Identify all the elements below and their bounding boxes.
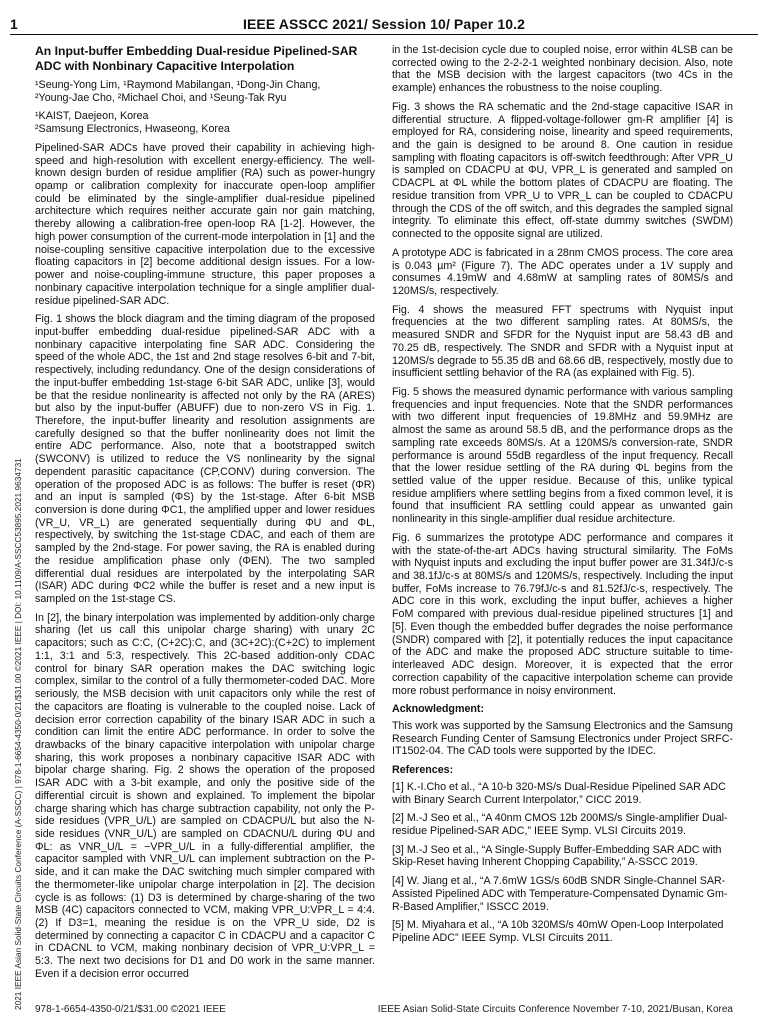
body-paragraph: Fig. 5 shows the measured dynamic performance with various sampling frequencies and input frequencies. Note that the SNDR performances with two different input frequencies of 19.8MHz and 59.9MHz are almost the same as around 58.5 dB, and the performance drops as the sampling rate exceeds 80MS/s. At a 120MS/s conversion-rate, SNDR performance is around 55dB regardless of the input frequency. Recall that the lower residue settling of the RA during ΦL begins from the settled value of the upper residue. Because of this, unlike typical residue amplifiers where settling begins from a fixed common level, it is found that insufficient RA settling could appear as unwanted gain nonlinearity in this single-amplifier dual residue architecture. [392,385,733,526]
left-column [35,44,375,987]
body-paragraph: Fig. 6 summarizes the prototype ADC performance and compares it with the state-of-the-art ADCs having structural similarity. The FoMs with Nyquist inputs and excluding the input buffer power are 31.34fJ/c-s and 38.1fJ/c-s at 80MS/s and 120MS/s, respectively. Including the input buffer, FoMs increase to 76.79fJ/c-s and 81.52fJ/c-s, respectively. The ADC core in this work, excluding the input buffer, achieves a higher FoM compared with previous dual-residue pipelined structures [1] and [5]. Even though the embedded buffer degrades the noise performance (SNDR) compared with [2], it potentially reduces the input capacitance of the ADC and make the proposed ADC structure suitable to time-interleaved ADC design. Moreover, it is expected that the error correction capability of the capacitive interpolation scheme can provide more robust performance in noisy environment. [392,531,733,697]
paper-title: An Input-buffer Embedding Dual-residue Pipelined-SAR ADC with Nonbinary Capacitive Interpolation [35,44,358,73]
body-paragraph: Fig. 4 shows the measured FFT spectrums with Nyquist input frequencies at the two different sampling rates. At 80MS/s, the measured SNDR and SFDR for the Nyquist input are 58.43 dB and 70.25 dB, respectively. The SNDR and SFDR with a Nyquist input at 120MS/s degrade to 55.35 dB and 68.66 dB, respectively, mostly due to insufficient settling behavior of the RA (as explained with Fig. 5). [392,303,733,380]
acknowledgment-heading: Acknowledgment: [392,703,485,716]
body-paragraph: A prototype ADC is fabricated in a 28nm CMOS process. The core area is 0.043 µm² (Figure 7). The ADC operates under a 1V supply and consumes 4.19mW and 4.68mW at sampling rates of 80MS/s and 120MS/s, respectively. [392,246,733,297]
body-paragraph: Fig. 1 shows the block diagram and the timing diagram of the proposed input-buffer embedding dual-residue pipelined-SAR ADC with a nonbinary capacitive interpolating fine SAR ADC. Considering the speed of the whole ADC, the 1st and 2nd stage resolves 6-bit and 7-bit, respectively, including redundancy. One of the design considerations of the input-buffer embedding 1st-stage 6-bit SAR ADC, unlike [3], would be that the residue nonlinearity is affected not only by the RA (ARES) but also by the input-buffer (ABUFF) due to non-zero VS in Fig. 1. Therefore, the input-buffer linearity and resolution assignments are carefully designed so that the buffer nonlinearity does not limit the entire ADC performance. Also, note that a bootstrapped switch (SWCONV) is utilized to reduce the VS nonlinearity by the signal dependent parasitic capacitance (CP,CONV) during conversion. The operation of the proposed ADC is as follows: The buffer is reset (ΦR) and an input is sampled (ΦS) by the 1st-stage. After 6-bit MSB conversion is done during ΦC1, the amplified upper and lower residues (VR_U, VR_L) are generated sequentially during ΦU and ΦL, respectively, by switching the 1st-stage CDAC, and each of them are sampled by the 2nd-stage. For power saving, the RA is enabled during the residue amplification phase only (ΦEN). The two sampled differential dual residues are interpolated by the interpolating SAR (ISAR) ADC during ΦC2 while the buffer is reset and a new input is sampled on the 1st-stage CS. [35,313,375,606]
body-paragraph: In [2], the binary interpolation was implemented by addition-only charge sharing (let us call this unipolar charge sharing) with unary 2C capacitors; such as C:C, (C+2C):C, and (3C+2C):(C+2C) to implement 1:1, 3:1 and 5:3, respectively. This 2C-based addition-only CDAC control for binary SAR operation makes the DAC switching logic complex, similar to the control of a fully thermometer-coded DAC. More seriously, the MSB decision with unit capacitors only while the rest of the capacitors are floating is vulnerable to the coupled noise. Lack of decision error correction capability of the binary ISAR ADC in such a condition can limit the entire ADC performance. In order to solve the drawbacks of the binary capacitive interpolation with unipolar charge sharing, this work proposes a nonbinary capacitive ISAR ADC with bipolar charge sharing. Fig. 2 shows the operation of the proposed ISAR ADC with a 3-bit example, and only the positive side of the differential circuit is shown and explained. To implement the bipolar charge sharing which has charge subtraction capability, not only the P-side residues (VPR_U/L) are sampled on CDACPU/L but also the N-side residues (VNR_U/L) are sampled on CDACNU/L during ΦU and ΦL: as VNR_U/L = −VPR_U/L in a fully-differential amplifier, the capacitor sampled with VNR_U/L can implement subtraction on the P-side, and it can make the DAC switching much simpler compared with the thermometer-like unipolar charge interpolation in [2]. The decision cycle is as follows: (1) D3 is determined by charge-sharing of the two MSB (4C) capacitors connected to VCM, making VPR_U:VPR_L = 4:4. (2) If D3=1, meaning the residue is on the VPR_U side, D2 is determined by connecting a capacitor C in CDACPU and a capacitor C in CDACNL to VCM, making nonbinary decision of VPR_U:VPR_L = 5:3. The next two decisions for D1 and D0 work in the same manner. Even if a decision error occurred [35,611,375,980]
footer-conference: IEEE Asian Solid-State Circuits Conference November 7-10, 2021/Busan, Korea [377,1004,733,1015]
session-title: IEEE ASSCC 2021/ Session 10/ Paper 10.2 [243,16,525,32]
affiliation-line: ²Samsung Electronics, Hwaseong, Korea [35,123,230,136]
author-line: ¹Seung-Yong Lim, ¹Raymond Mabilangan, ¹Dong-Jin Chang, [35,79,321,91]
affiliations [35,110,375,135]
body-paragraph: in the 1st-decision cycle due to coupled noise, error within 4LSB can be corrected owing to the 2-2-2-1 weighted nonbinary decision. Also, note that the MSB decision with the largest capacitors (two 4Cs in the example) enhances the robustness to the noise coupling. [392,44,733,95]
side-citation: 2021 IEEE Asian Solid-State Circuits Conference (A-SSCC) | 978-1-6654-4350-0/21/$31.00 ©2021 IEEE | DOI: 10.1109/A-SSCC53895.2021.9634731 [14,458,23,1010]
reference-item: [4] W. Jiang et al., “A 7.6mW 1GS/s 60dB SNDR Single-Channel SAR-Assisted Pipelined ADC with Temperature-Compensated Dynamic Gm-R-Based Amplifier,” ISSCC 2019. [392,875,728,913]
reference-item: [2] M.-J Seo et al., “A 40nm CMOS 12b 200MS/s Single-amplifier Dual-residue Pipelined-SAR ADC,” IEEE Symp. VLSI Circuits 2019. [392,812,728,837]
footer-isbn: 978-1-6654-4350-0/21/$31.00 ©2021 IEEE [35,1004,226,1015]
header-rule [10,34,758,35]
page-number: 1 [10,16,18,32]
reference-item: [5] M. Miyahara et al., “A 10b 320MS/s 40mW Open-Loop Interpolated Pipeline ADC” IEEE Symp. VLSI Circuits 2011. [392,919,724,944]
reference-item: [3] M.-J Seo et al., “A Single-Supply Buffer-Embedding SAR ADC with Skip-Reset having Inherent Chopping Capability,” A-SSCC 2019. [392,843,722,869]
authors [35,79,375,104]
body-paragraph: Fig. 3 shows the RA schematic and the 2nd-stage capacitive ISAR in differential structure. A flipped-voltage-follower gm-R amplifier [4] is employed for RA, considering noise, linearity and speed requirements, and the gain is designed to be around 8. One caution in residue sampling with floating capacitors is off-switch feedthrough: After VPR_U is sampled on CDACPU at ΦU, VPR_L is generated and sampled on CDACPL at ΦL while the bottom plates of CDACPU are floating. The residue transition from VPR_U to VPR_L can be coupled to CDACPU through the CDS of the off switch, and this degrades the sampled signal integrity. To eliminate this effect, off-state dummy switches (SWDM) connected to the opposite signal are utilized. [392,100,733,241]
affiliation-line: ¹KAIST, Daejeon, Korea [35,110,149,123]
right-column [392,44,733,951]
body-paragraph: Pipelined-SAR ADCs have proved their capability in achieving high-speed and high-resolution with excellent energy-efficiency. The well-known design burden of residue amplifier (RA) such as power-hungry opamp or calibration complexity for inaccurate open-loop amplifier could be eliminated by the single-amplifier dual-residue pipelined architecture which requires neither accurate gain nor gain matching, thereby allowing a calibration-free open-loop RA [1-2]. However, the high power consumption of the current-mode interpolation in [1] and the noise-coupling sensitive capacitive interpolation due to the excessive floating capacitors in [2] become additional design issues. For a low-power and noise-coupling-immune structure, this paper proposes a nonbinary capacitive interpolation technique for a single amplifier dual-residue pipelined-SAR ADC. [35,141,375,307]
reference-item: [1] K.-I.Cho et al., “A 10-b 320-MS/s Dual-Residue Pipelined SAR ADC with Binary Search Current Interpolator,” CICC 2019. [392,780,726,806]
acknowledgment-text: This work was supported by the Samsung Electronics and the Samsung Research Funding Center of Samsung Electronics under Project SRFC-IT1502-04. The CAD tools were supported by the IDEC. [392,719,733,758]
author-line: ²Young-Jae Cho, ²Michael Choi, and ¹Seung-Tak Ryu [35,91,287,104]
references-heading: References: [392,764,454,777]
